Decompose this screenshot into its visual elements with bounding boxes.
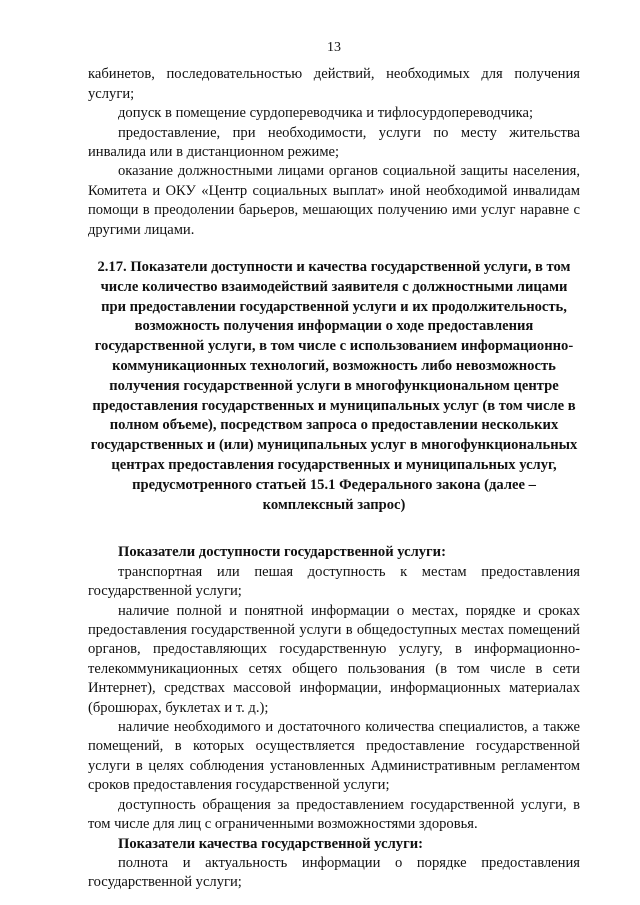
accessibility-item: доступность обращения за предоставлением государственной услуги, в том числе для лиц с ограниченными возможностями здоровья. — [88, 796, 580, 833]
intro-paragraph: предоставление, при необходимости, услуги по месту жительства инвалида или в дистанционном режиме; — [88, 124, 580, 161]
section-heading: 2.17. Показатели доступности и качества государственной услуги, в том числе количество взаимодействий заявителя с должностными лицами при предоставлении государственной услуги и их продолжительность, возможность получения информации о ходе предоставления государственной услуги, в том числе с использованием информационно-коммуникационных технологий, возможность либо невозможность получения государственной услуги в многофункциональном центре предоставления государственных и муниципальных услуг (в том числе в полном объеме), посредством запроса о предоставлении нескольких государственных и (или) муниципальных услуг в многофункциональных центрах предоставления государственных и муниципальных услуг, предусмотренного статьей 15.1 Федерального закона (далее – комплексный запрос) — [90, 259, 578, 513]
page-number: 13 — [327, 40, 341, 55]
quality-item: полнота и актуальность информации о порядке предоставления государственной услуги; — [88, 854, 580, 891]
accessibility-title: Показатели доступности государственной услуги: — [118, 544, 446, 561]
intro-paragraph: оказание должностными лицами органов социальной защиты населения, Комитета и ОКУ «Центр социальных выплат» иной необходимой инвалидам помощи в преодолении барьеров, мешающих получению ими услуг наравне с другими лицами. — [88, 163, 580, 238]
accessibility-item: наличие необходимого и достаточного количества специалистов, а также помещений, в которых осуществляется предоставление государственной услуги в целях соблюдения установленных Административным регламентом сроков предоставления государственной услуги; — [88, 719, 580, 794]
accessibility-item: наличие полной и понятной информации о местах, порядке и сроках предоставления государственной услуги в общедоступных местах помещений органов, предоставляющих государственную услугу, в информационно-телекоммуникационных сетях общего пользования (в том числе в сети Интернет), средствах массовой информации, информационных материалах (брошюрах, буклетах и т. д.); — [88, 602, 580, 716]
accessibility-item: транспортная или пешая доступность к местам предоставления государственной услуги; — [88, 563, 580, 600]
intro-paragraph: кабинетов, последовательностью действий, необходимых для получения услуги; — [88, 66, 580, 102]
quality-title: Показатели качества государственной услуги: — [118, 835, 423, 852]
intro-paragraph: допуск в помещение сурдопереводчика и тифлосурдопереводчика; — [118, 105, 534, 122]
